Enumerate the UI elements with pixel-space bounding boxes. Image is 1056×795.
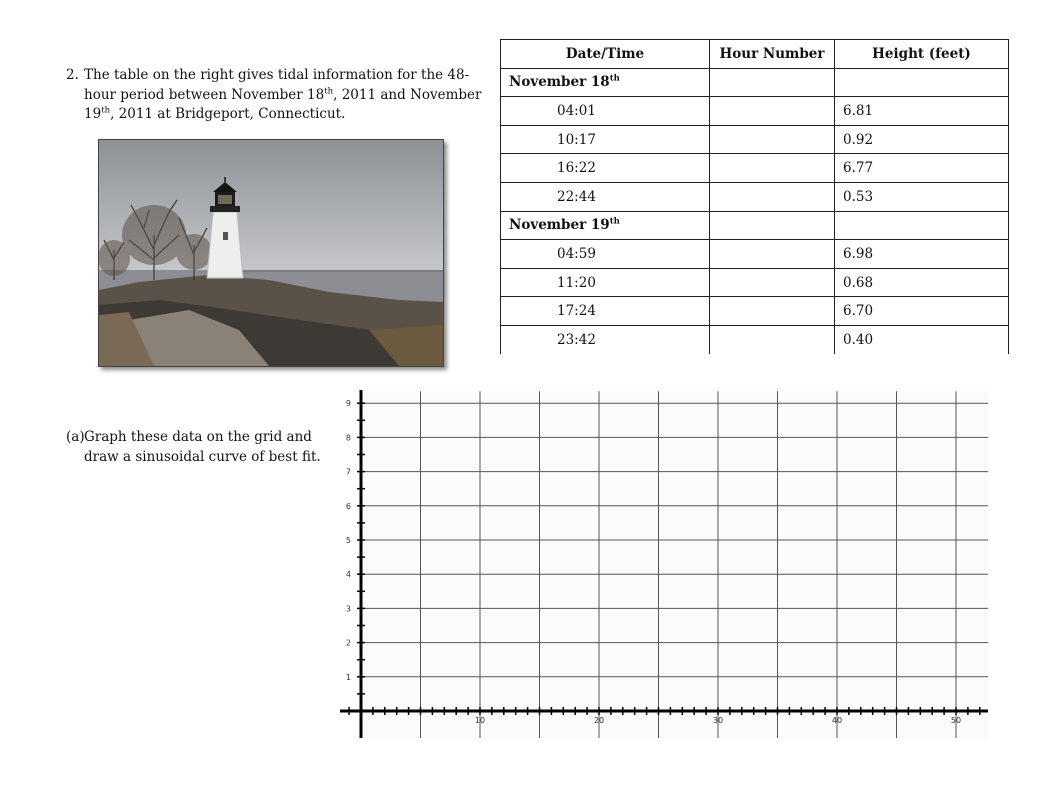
date-row	[501, 68, 1009, 97]
time-cell: 10:17	[501, 125, 710, 154]
table-row	[501, 97, 1009, 126]
y-tick-label: 7	[345, 467, 351, 477]
hour-cell	[710, 240, 835, 269]
y-tick-label: 8	[345, 433, 351, 443]
table-header-row	[501, 40, 1009, 69]
y-tick-label: 3	[345, 604, 351, 614]
height-cell	[835, 211, 1009, 240]
part-a-text: Graph these data on the grid and draw a sinusoidal curve of best fit.	[84, 429, 321, 465]
time-cell: 11:20	[501, 268, 710, 297]
column-header-height: Height (feet)	[835, 40, 1009, 69]
x-tick-label: 50	[950, 716, 962, 725]
y-tick-label: 5	[345, 536, 351, 545]
hour-cell	[710, 97, 835, 126]
tidal-data-table	[500, 39, 1009, 354]
y-tick-label: 1	[345, 672, 351, 682]
height-cell: 0.40	[835, 325, 1009, 354]
table-row	[501, 125, 1009, 154]
table-row	[501, 182, 1009, 211]
time-cell: 04:59	[501, 240, 710, 269]
column-header-date-time: Date/Time	[501, 40, 710, 69]
x-tick-label: 20	[593, 716, 605, 725]
y-tick-label: 4	[345, 570, 351, 580]
hour-cell	[710, 125, 835, 154]
x-tick-label: 30	[712, 716, 724, 725]
hour-cell	[710, 211, 835, 240]
y-tick-label: 9	[345, 399, 351, 409]
date-cell: November 19th	[501, 211, 710, 240]
hour-cell	[710, 297, 835, 326]
height-cell: 6.77	[835, 154, 1009, 183]
column-header-hour-number: Hour Number	[710, 40, 835, 69]
time-cell: 04:01	[501, 97, 710, 126]
table-row	[501, 325, 1009, 354]
graph-grid[interactable]	[340, 390, 988, 740]
height-cell	[835, 68, 1009, 97]
table-row	[501, 268, 1009, 297]
time-cell: 22:44	[501, 182, 710, 211]
y-tick-label: 2	[345, 638, 351, 648]
problem-statement	[66, 66, 496, 125]
hour-cell	[710, 182, 835, 211]
hour-cell	[710, 325, 835, 354]
table-row	[501, 240, 1009, 269]
time-cell: 23:42	[501, 325, 710, 354]
x-tick-label: 40	[831, 716, 843, 725]
date-row	[501, 211, 1009, 240]
height-cell: 0.92	[835, 125, 1009, 154]
hour-cell	[710, 268, 835, 297]
height-cell: 6.70	[835, 297, 1009, 326]
part-a-label: (a)	[66, 429, 85, 445]
height-cell: 0.68	[835, 268, 1009, 297]
hour-cell	[710, 154, 835, 183]
time-cell: 17:24	[501, 297, 710, 326]
problem-text: The table on the right gives tidal information for the 48-hour period between November 18th, 2011 and November 19th, 2011 at Bridgeport, Connecticut.	[84, 67, 482, 122]
date-cell: November 18th	[501, 68, 710, 97]
y-tick-label: 6	[345, 501, 351, 511]
hour-cell	[710, 68, 835, 97]
problem-number: 2.	[66, 67, 79, 83]
x-tick-label: 10	[474, 716, 486, 725]
height-cell: 0.53	[835, 182, 1009, 211]
table-row	[501, 154, 1009, 183]
height-cell: 6.81	[835, 97, 1009, 126]
lighthouse-photo	[98, 139, 444, 367]
time-cell: 16:22	[501, 154, 710, 183]
grid-background	[361, 391, 988, 738]
height-cell: 6.98	[835, 240, 1009, 269]
part-a-question	[66, 428, 336, 467]
table-row	[501, 297, 1009, 326]
